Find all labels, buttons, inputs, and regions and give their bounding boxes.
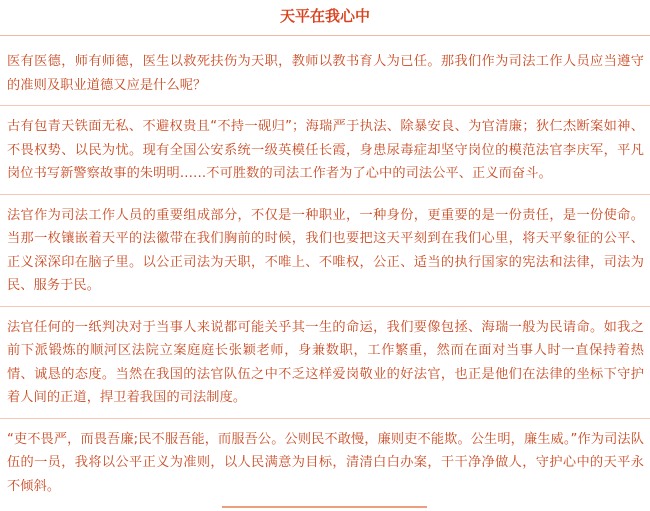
- article-title: 天平在我心中: [279, 7, 370, 25]
- paragraph-5: “吏不畏严，而畏吾廉;民不服吾能，而服吾公。公则民不敢慢，廉则吏不能欺。公生明，廉生威。”作为司法队伍的一员，我将以公平正义为准则，以人民满意为目标，清清白白办案，干干净净做人，守护心中的天平永不倾斜。: [7, 431, 644, 494]
- paragraph-2: 古有包青天铁面无私、不避权贵且“不持一砚归”；海瑞严于执法、除暴安良、为官清廉；狄仁杰断案如神、不畏权势、以民为忧。现有全国公安系统一级英模任长霞，身患尿毒症却坚守岗位的模范法官李庆军，平凡岗位书写新警察故事的朱明明……不可胜数的司法工作者为了心中的司法公平、正义而奋斗。: [5, 111, 644, 190]
- paragraph-1: 医有医德，师有师德，医生以救死扶伤为天职，教师以教书育人为已任。那我们作为司法工作人员应当遵守的准则及职业道德又应是什么呢？: [5, 46, 644, 101]
- bottom-divider: [222, 506, 427, 508]
- article-header: [0, 0, 650, 36]
- article-body: [0, 46, 650, 502]
- paragraph-3: 法官作为司法工作人员的重要组成部分，不仅是一种职业，一种身份，更重要的是一份责任，是一份使命。当那一枚镶嵌着天平的法徽带在我们胸前的时候，我们也要把这天平刻到在我们心里，将天平象征的公平、正义深深印在脑子里。以公正司法为天职，不唯上、不唯权，公正、适当的执行国家的宪法和法律，司法为民、服务于民。: [5, 200, 644, 302]
- paragraph-4: 法官任何的一纸判决对于当事人来说都可能关乎其一生的命运，我们要像包拯、海瑞一般为民请命。如我之前下派锻炼的顺河区法院立案庭庭长张颖老师，身兼数职，工作繁重，然而在面对当事人时一直保持着热情、诚恳的态度。当然在我国的法官队伍之中不乏这样爱岗敬业的好法官，也正是他们在法律的坐标下守护着人间的正道，捍卫着我国的司法制度。: [5, 312, 644, 414]
- title-divider: [0, 35, 650, 36]
